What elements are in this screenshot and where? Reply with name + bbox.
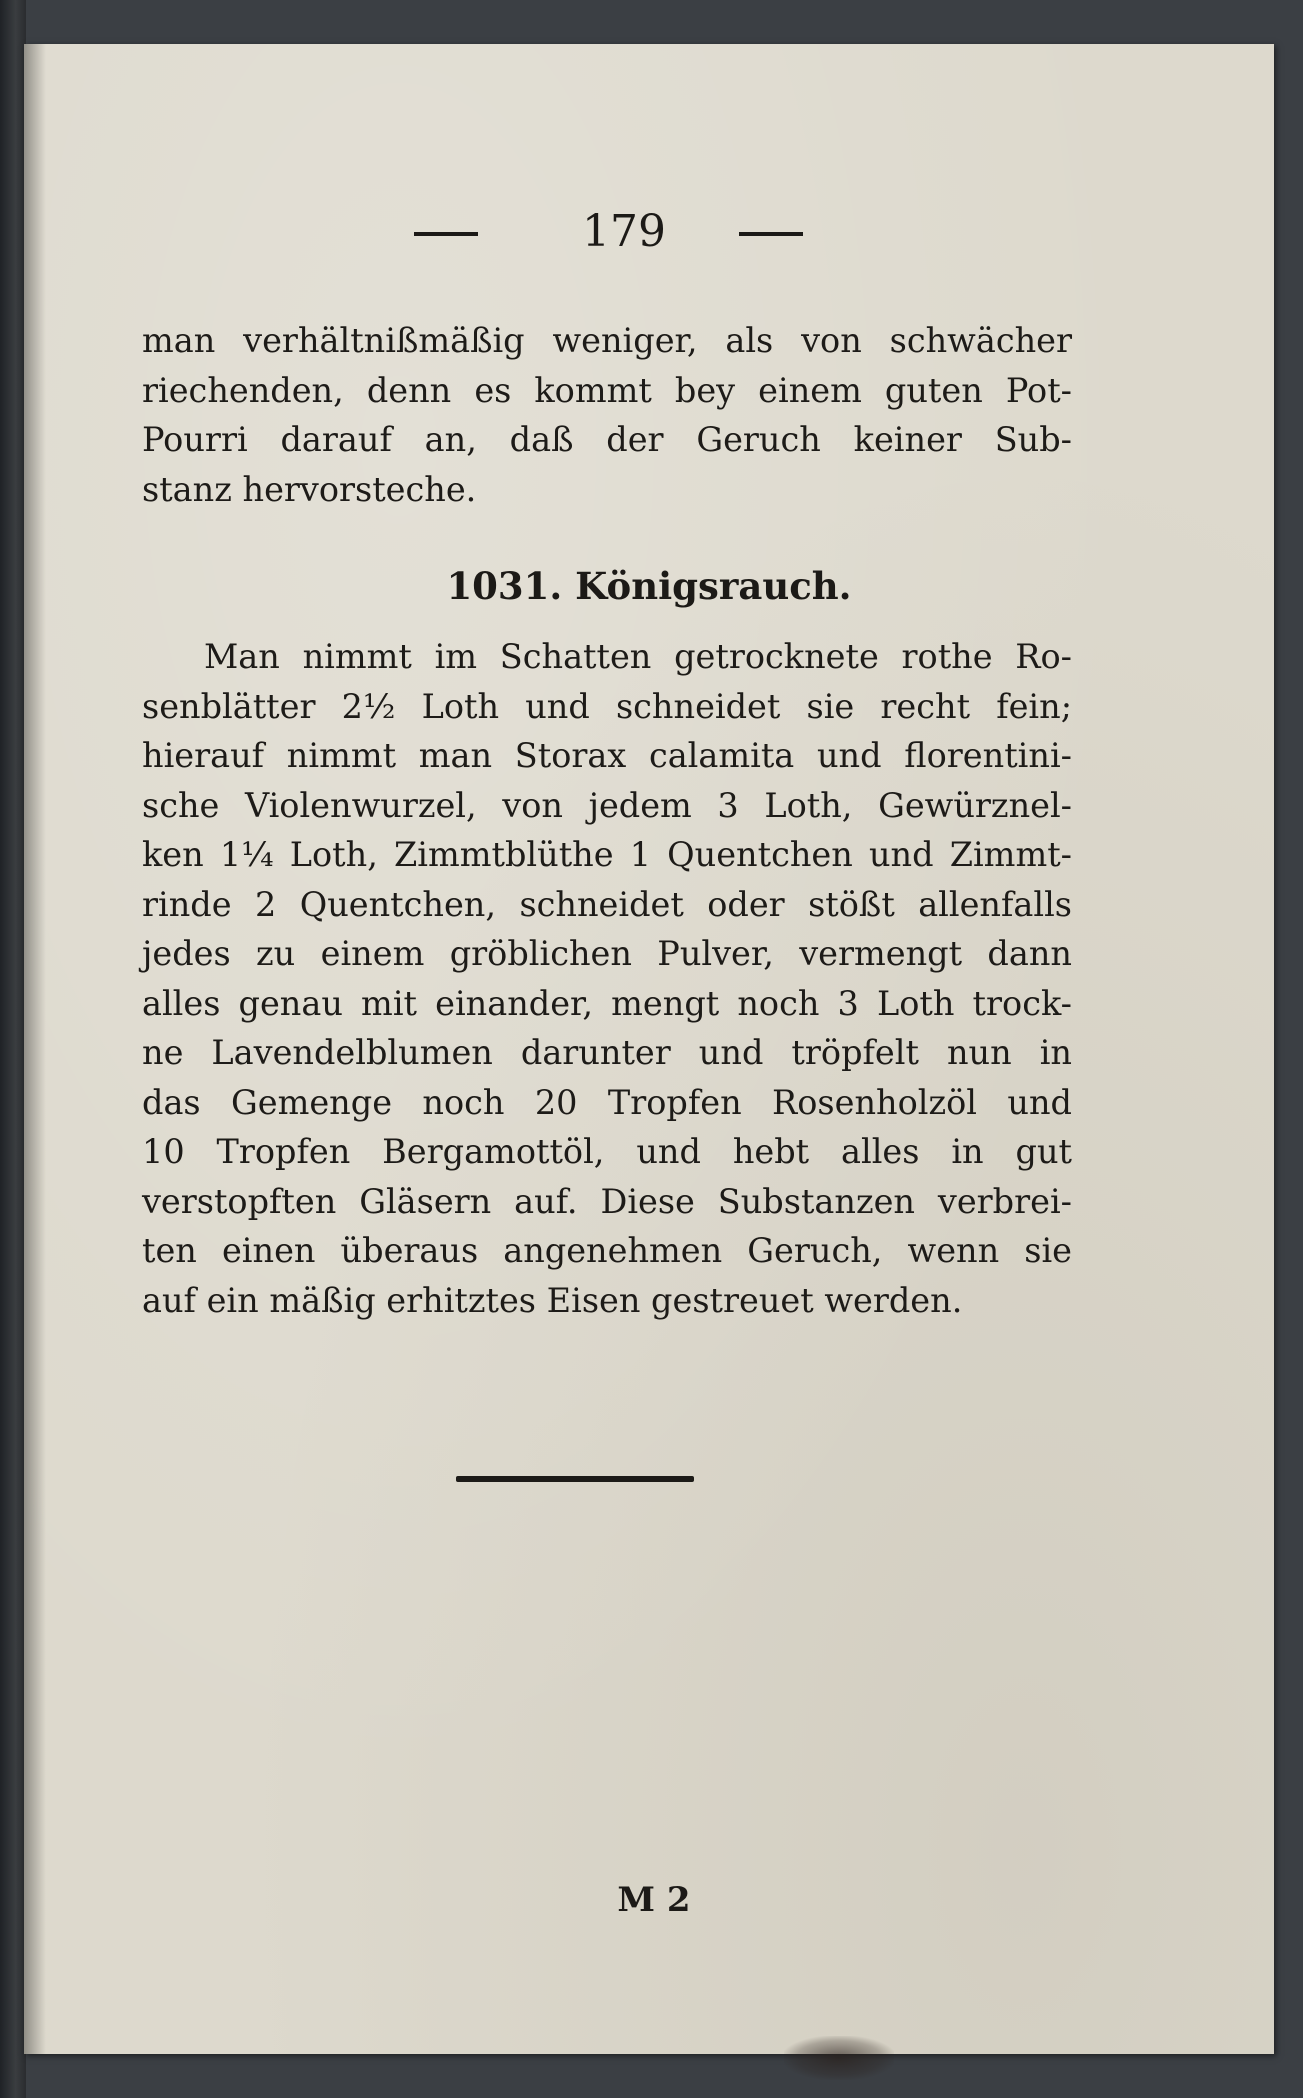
- text-line: das Gemenge noch 20 Tropfen Rosenholzöl und: [142, 1082, 1072, 1122]
- text-line: rinde 2 Quentchen, schneidet oder stößt allenfalls: [142, 884, 1072, 924]
- page-number: 179: [582, 206, 666, 257]
- text-line: verstopften Gläsern auf. Diese Substanzen verbrei-: [142, 1181, 1072, 1221]
- text-line: Man nimmt im Schatten getrocknete rothe Ro-: [204, 637, 1072, 676]
- header-dash-left: [414, 232, 478, 236]
- book-binding: [0, 0, 26, 2098]
- recipe-paragraph: [142, 632, 1072, 1325]
- text-line: stanz hervorsteche.: [142, 469, 477, 509]
- text-line: sche Violenwurzel, von jedem 3 Loth, Gewürznel-: [142, 785, 1072, 825]
- ink-stain: [784, 2036, 894, 2080]
- header-dash-right: [739, 232, 803, 236]
- text-line: man verhältnißmäßig weniger, als von schwächer: [142, 321, 1072, 360]
- recipe-heading: 1031. Königsrauch.: [446, 564, 852, 608]
- text-line: alles genau mit einander, mengt noch 3 Loth trock-: [142, 983, 1072, 1023]
- text-line: senblätter 2½ Loth und schneidet sie recht fein;: [142, 686, 1072, 726]
- signature-mark: M 2: [617, 1880, 691, 1920]
- text-line: 10 Tropfen Bergamottöl, und hebt alles in gut: [142, 1132, 1072, 1171]
- intro-paragraph: [142, 316, 1072, 514]
- text-line: ten einen überaus angenehmen Geruch, wenn sie: [142, 1231, 1072, 1270]
- text-line: ne Lavendelblumen darunter und tröpfelt nun in: [142, 1033, 1072, 1072]
- section-end-rule: [456, 1476, 694, 1482]
- text-line: jedes zu einem gröblichen Pulver, vermengt dann: [142, 934, 1072, 973]
- text-line: Pourri darauf an, daß der Geruch keiner Sub-: [142, 420, 1072, 459]
- text-line: hierauf nimmt man Storax calamita und florentini-: [142, 736, 1072, 775]
- text-line: ken 1¼ Loth, Zimmtblüthe 1 Quentchen und Zimmt-: [142, 835, 1072, 874]
- text-line: riechenden, denn es kommt bey einem guten Pot-: [142, 370, 1072, 410]
- text-line: auf ein mäßig erhitztes Eisen gestreuet werden.: [142, 1280, 963, 1320]
- page-gutter-shadow: [24, 44, 46, 2054]
- book-page: [24, 44, 1274, 2054]
- page-header: [24, 202, 1274, 262]
